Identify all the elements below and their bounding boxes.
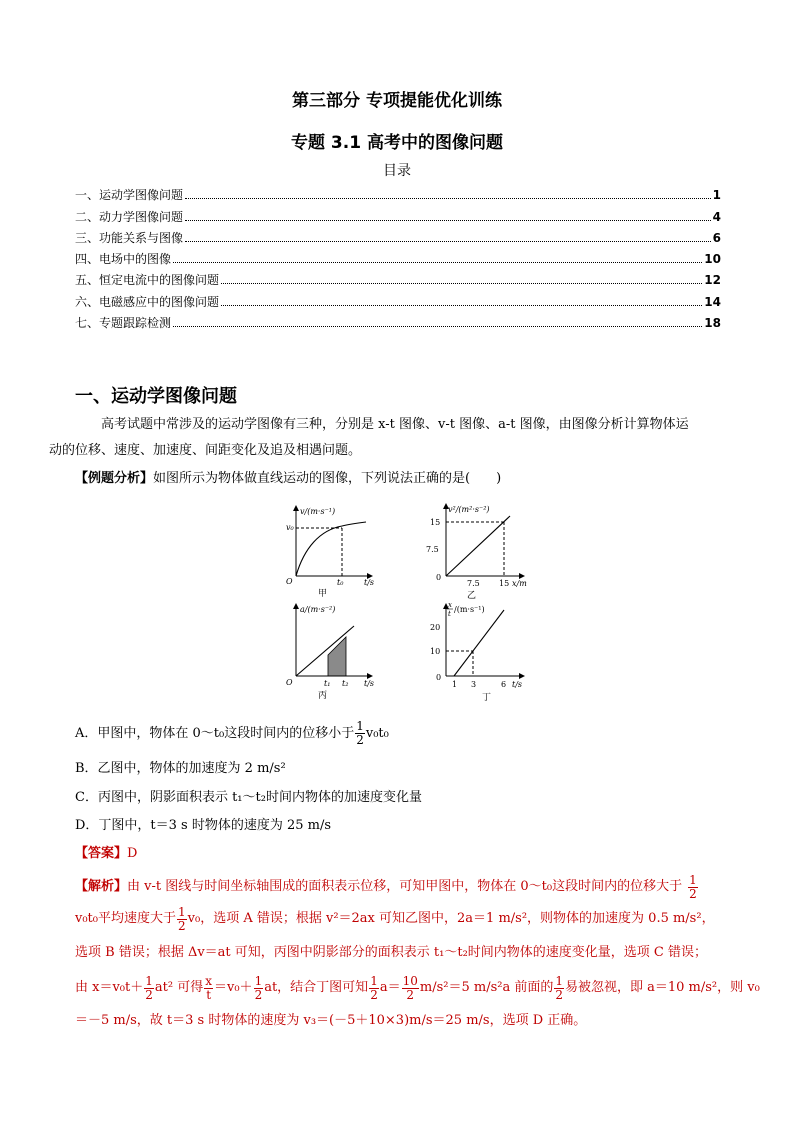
option-b[interactable]: B．乙图中，物体的加速度为 2 m/s² [75, 761, 286, 776]
toc-label: 五、恒定电流中的图像问题 [75, 273, 220, 288]
intro-line-2: 动的位移、速度、加速度、间距变化及追及相遇问题。 [49, 443, 362, 458]
toc-page: 12 [704, 273, 721, 288]
toc-item[interactable] [75, 225, 721, 246]
ding-line [454, 610, 504, 676]
toc-page: 1 [712, 188, 721, 203]
toc-label: 六、电磁感应中的图像问题 [75, 294, 220, 309]
yi-xtick: 15 [499, 579, 510, 588]
toc-item[interactable] [75, 310, 721, 331]
bing-t2: t₂ [342, 679, 349, 688]
ding-xtick: 1 [452, 680, 458, 689]
graph-yi [426, 504, 527, 601]
intro-line-1: 高考试题中常涉及的运动学图像有三种，分别是 x-t 图像、v-t 图像、a-t 图像，由图像分析计算物体运 [101, 417, 689, 432]
ding-xtick: 3 [471, 680, 477, 689]
part-title: 第三部分 专项提能优化训练 [292, 91, 502, 111]
ding-ylabel-num: x [448, 601, 452, 609]
yi-line [446, 516, 510, 576]
bing-caption: 丙 [318, 691, 328, 701]
toc-item[interactable] [75, 288, 721, 309]
option-c[interactable]: C．丙图中，阴影面积表示 t₁～t₂时间内物体的加速度变化量 [75, 790, 422, 805]
toc-item[interactable] [75, 267, 721, 288]
ding-caption: 丁 [482, 693, 492, 703]
option-a[interactable]: A．甲图中，物体在 0～t₀这段时间内的位移小于 $\frac{1}{2}$ v₀t₀ [75, 719, 389, 747]
bing-t1: t₁ [324, 679, 331, 688]
ding-ytick: 20 [430, 623, 441, 632]
ding-ytick: 0 [436, 673, 442, 682]
toc-heading: 目录 [383, 163, 411, 179]
option-d[interactable]: D．丁图中，t＝3 s 时物体的速度为 25 m/s [75, 818, 332, 833]
intro-paragraph [49, 412, 721, 464]
example-question [75, 466, 721, 492]
toc-label: 四、电场中的图像 [75, 252, 172, 267]
toc-item[interactable] [75, 246, 721, 267]
toc-item[interactable] [75, 203, 721, 224]
jia-v0: v₀ [286, 523, 294, 532]
yi-ytick: 7.5 [426, 545, 439, 554]
example-text: 如图所示为物体做直线运动的图像，下列说法正确的是( ) [153, 471, 502, 486]
toc-page: 4 [712, 209, 721, 224]
toc-label: 一、运动学图像问题 [75, 188, 184, 203]
toc-page: 14 [704, 294, 721, 309]
yi-xtick: 7.5 [467, 579, 480, 588]
section-heading: 一、运动学图像问题 [75, 386, 237, 407]
ding-ylabel-den: t [448, 610, 451, 618]
bing-xlabel: t/s [364, 679, 375, 688]
topic-title: 专题 3.1 高考中的图像问题 [291, 133, 503, 153]
bing-shaded-area [328, 637, 346, 676]
yi-xlabel: x/m [512, 579, 527, 588]
jia-xlabel: t/s [364, 578, 375, 587]
jia-curve [296, 522, 366, 576]
bing-origin: O [286, 678, 293, 687]
yi-caption: 乙 [467, 591, 477, 601]
ding-ytick: 10 [430, 647, 441, 656]
jia-t0: t₀ [337, 578, 344, 587]
yi-ytick: 0 [436, 573, 442, 582]
ding-xlabel: t/s [512, 680, 523, 689]
toc-page: 18 [704, 316, 721, 331]
toc-page: 10 [704, 252, 721, 267]
example-label: 【例题分析】 [75, 471, 154, 486]
toc-item[interactable] [75, 182, 721, 203]
bing-ylabel: a/(m·s⁻²) [300, 605, 336, 614]
graph-ding [430, 601, 524, 703]
toc-label: 三、功能关系与图像 [75, 230, 184, 245]
ding-ylabel-unit: /(m·s⁻¹) [454, 605, 485, 614]
toc-page: 6 [712, 230, 721, 245]
answer-label: 【答案】 [75, 846, 128, 861]
jia-caption: 甲 [318, 589, 328, 599]
yi-ylabel: v²/(m²·s⁻²) [448, 505, 490, 514]
analysis: 【解析】 由 v-t 图线与时间坐标轴围成的面积表示位移，可知甲图中，物体在 0～t₀这段时间内的位移大于 $\frac{1}{2}$ v₀t₀平均速度大于 $\frac{1}{2}$ v₀，选项 A 错误；根据 v²＝2ax 可知乙图中，2a＝1 m/s²，则物体的加速度为 0.5 m/s²， 选项 B 错误；根据 Δv＝at 可知，丙图中阴影部分的面积表示 t₁～t₂时间内物体的速度变化量，选项 C 错误； 由 x＝v₀t＋ $\frac{1}{2}$ at² 可得 $\frac{x}{t}$ ＝v₀＋ $\frac{1}{2}$ at，结合丁图可知 $\frac{1}{2}$ a＝ $\frac{10}{2}$ m/s²＝5 m/s²a 前面的 $\frac{1}{2}$ 易被忽视，即 a＝10 m/s²，则 v₀ ＝－5 m/s，故 t＝3 s 时物体的速度为 v₃＝(－5＋10×3)m/s＝25 m/s，选项 D 正确。 [75, 872, 760, 1028]
answer [75, 845, 137, 863]
jia-ylabel: v/(m·s⁻¹) [300, 507, 336, 516]
table-of-contents [75, 182, 721, 331]
yi-ytick: 15 [430, 518, 441, 527]
graph-jia [286, 506, 374, 599]
figure-graphs [280, 500, 550, 710]
toc-label: 二、动力学图像问题 [75, 209, 184, 224]
answer-value: D [127, 846, 138, 861]
jia-origin: O [286, 577, 293, 586]
graph-bing [286, 604, 374, 701]
ding-xtick: 6 [501, 680, 507, 689]
toc-label: 七、专题跟踪检测 [75, 316, 172, 331]
